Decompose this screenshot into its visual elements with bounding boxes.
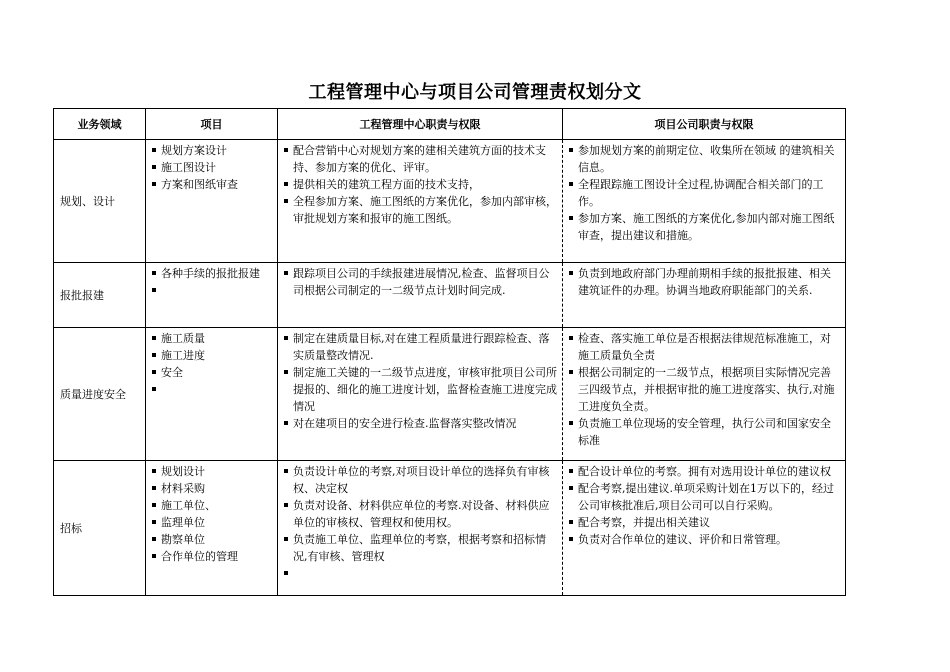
domain-cell: 招标 <box>54 461 146 596</box>
list-item: 根据公司制定的一二级节点，根据项目实际情况完善三四级节点，并根据审批的施工进度落实、执行,对施工进度负全责。 <box>568 364 840 415</box>
company-cell <box>563 328 846 461</box>
company-cell <box>563 461 846 596</box>
items-cell <box>146 263 278 328</box>
list-item: 全程参加方案、施工图纸的方案优化，参加内部审核，审批规划方案和报审的施工图纸。 <box>283 193 557 227</box>
list-item: 提供相关的建筑工程方面的技术支持， <box>283 176 557 193</box>
list-item: 施工质量 <box>151 330 272 347</box>
domain-cell: 质量进度安全 <box>54 328 146 461</box>
list-item: 负责到地政府部门办理前期相手续的报批报建、相关建筑证件的办理。协调当地政府职能部门的关系. <box>568 265 840 299</box>
list-item: 全程跟踪施工图设计全过程,协调配合相关部门的工作。 <box>568 176 840 210</box>
list-item: 配合设计单位的考察。拥有对选用设计单位的建议权 <box>568 463 840 480</box>
items-cell <box>146 461 278 596</box>
list-item <box>151 282 272 299</box>
responsibility-table <box>53 108 846 596</box>
domain-cell: 报批报建 <box>54 263 146 328</box>
list-item: 负责设计单位的考察,对项目设计单位的选择负有审核权、决定权 <box>283 463 557 497</box>
company-cell <box>563 263 846 328</box>
list-item: 负责对合作单位的建议、评价和日常管理。 <box>568 531 840 548</box>
table-row <box>54 263 846 328</box>
list-item: 施工单位、 <box>151 497 272 514</box>
header-center: 工程管理中心职责与权限 <box>278 109 563 140</box>
list-item: 安全 <box>151 364 272 381</box>
list-item: 施工进度 <box>151 347 272 364</box>
list-item: 规划方案设计 <box>151 142 272 159</box>
table-row <box>54 140 846 263</box>
list-item: 对在建项目的安全进行检查.监督落实整改情况 <box>283 415 557 432</box>
company-cell <box>563 140 846 263</box>
list-item: 配合考察,提出建议.单项采购计划在1万以下的，经过公司审核批准后,项目公司可以自行采购。 <box>568 480 840 514</box>
list-item: 配合营销中心对规划方案的建相关建筑方面的技术支持、参加方案的优化、评审。 <box>283 142 557 176</box>
list-item: 负责施工单位现场的安全管理，执行公司和国家安全标准 <box>568 415 840 449</box>
header-items: 项目 <box>146 109 278 140</box>
list-item: 负责施工单位、监理单位的考察，根据考察和招标情况,有审核、管理权 <box>283 531 557 565</box>
list-item: 参加方案、施工图纸的方案优化,参加内部对施工图纸审查，提出建议和措施。 <box>568 210 840 244</box>
center-cell <box>278 140 563 263</box>
list-item: 配合考察，并提出相关建议 <box>568 514 840 531</box>
header-company: 项目公司职责与权限 <box>563 109 846 140</box>
list-item <box>151 381 272 398</box>
list-item: 施工图设计 <box>151 159 272 176</box>
items-cell <box>146 328 278 461</box>
domain-cell: 规划、设计 <box>54 140 146 263</box>
center-cell <box>278 263 563 328</box>
list-item: 跟踪项目公司的手续报建进展情况,检查、监督项目公司根据公司制定的一二级节点计划时间完成. <box>283 265 557 299</box>
list-item: 规划设计 <box>151 463 272 480</box>
list-item: 负责对设备、材料供应单位的考察.对设备、材料供应单位的审核权、管理权和使用权。 <box>283 497 557 531</box>
list-item: 检查、落实施工单位是否根据法律规范标准施工，对施工质量负全责 <box>568 330 840 364</box>
list-item: 各种手续的报批报建 <box>151 265 272 282</box>
center-cell <box>278 328 563 461</box>
list-item: 勘察单位 <box>151 531 272 548</box>
list-item: 参加规划方案的前期定位、收集所在领域 的建筑相关信息。 <box>568 142 840 176</box>
list-item: 合作单位的管理 <box>151 548 272 565</box>
table-row <box>54 461 846 596</box>
list-item: 材料采购 <box>151 480 272 497</box>
list-item: 方案和图纸审查 <box>151 176 272 193</box>
list-item: 制定施工关键的一二级节点进度，审核审批项目公司所提报的、细化的施工进度计划，监督检查施工进度完成情况 <box>283 364 557 415</box>
table-row <box>54 328 846 461</box>
document-title: 工程管理中心与项目公司管理责权划分文 <box>308 82 642 103</box>
header-domain: 业务领域 <box>54 109 146 140</box>
list-item: 制定在建质量目标,对在建工程质量进行跟踪检查、落实质量整改情况. <box>283 330 557 364</box>
items-cell <box>146 140 278 263</box>
table-header-row <box>54 109 846 140</box>
list-item <box>283 565 557 582</box>
list-item: 监理单位 <box>151 514 272 531</box>
center-cell <box>278 461 563 596</box>
